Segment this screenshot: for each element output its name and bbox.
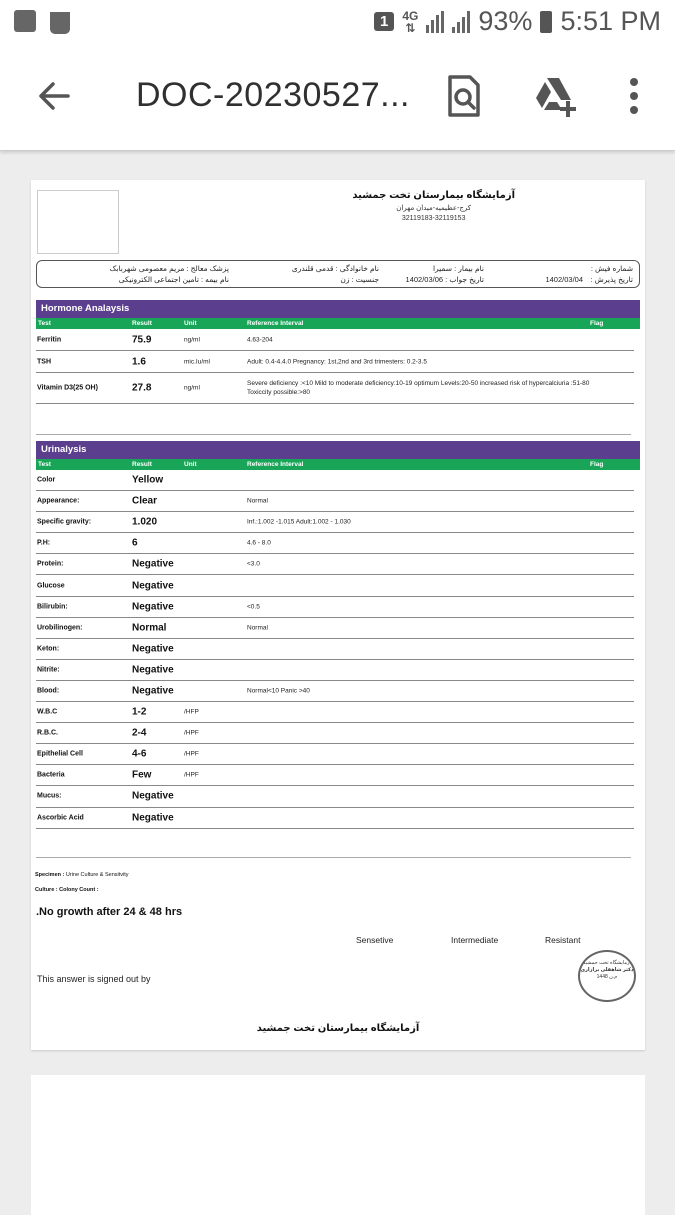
cell-test: Glucose [37, 582, 65, 590]
more-options-icon[interactable] [614, 74, 654, 118]
cell-ref: Normal [247, 497, 268, 505]
hormone-section [36, 300, 640, 404]
battery-charging-icon [540, 11, 552, 33]
cell-ref: Inf.:1.002 -1.015 Adult:1.002 - 1.030 [247, 518, 351, 526]
table-row [36, 491, 634, 512]
cell-result: 1-2 [132, 706, 147, 718]
cell-result: Negative [132, 580, 174, 592]
cell-ref: Normal [247, 624, 268, 632]
add-to-drive-icon[interactable] [534, 74, 578, 118]
cell-ref: Normal<10 Panic >40 [247, 687, 310, 695]
search-document-icon[interactable] [444, 74, 484, 118]
signed-text: This answer is signed out by [37, 974, 151, 984]
logo-placeholder [37, 190, 119, 254]
cell-ref: 4.6 - 8.0 [247, 539, 271, 547]
intermediate-label: Intermediate [451, 935, 499, 945]
battery-percent: 93% [478, 6, 533, 36]
network-type: 4G ⇅ [402, 8, 419, 35]
lab-address: کرج-عظیمیه-میدان مهران [396, 205, 472, 212]
signal-icon [426, 11, 444, 33]
table-row [36, 723, 634, 744]
admit-date-label: تاریخ پذیرش : [590, 275, 633, 284]
table-row: TSH 1.6 mic.Iu/ml Adult: 0.4-4.4.0 Pregnancy: 1st,2nd and 3rd trimesters: 0.2-3.5 [36, 351, 634, 373]
cell-test: Epithelial Cell [37, 750, 83, 758]
sensetive-label: Sensetive [356, 935, 394, 945]
patient-name: نام بیمار : سمیرا [432, 264, 484, 273]
culture-result: .No growth after 24 & 48 hrs [36, 906, 183, 918]
cell-test: Specific gravity: [37, 518, 92, 526]
cell-unit: /HPF [184, 750, 199, 758]
sim-badge: 1 [374, 12, 394, 31]
table-row [36, 681, 634, 702]
cell-test: Color [37, 476, 56, 484]
cell-result: Negative [132, 790, 174, 802]
table-row [36, 533, 634, 554]
table-row [36, 702, 634, 723]
table-row [36, 786, 634, 807]
cell-result: Negative [132, 558, 174, 570]
table-row [36, 744, 634, 765]
cell-ref: <3.0 [247, 560, 260, 568]
status-bar [0, 0, 675, 44]
cell-test: Bilirubin: [37, 603, 68, 611]
cell-result: 6 [132, 537, 138, 549]
lab-header [352, 190, 515, 222]
cell-result: Negative [132, 601, 174, 613]
cell-result: Negative [132, 643, 174, 655]
table-row [36, 639, 634, 660]
cell-result: Few [132, 769, 152, 781]
lab-name: آزمایشگاه بیمارستان تخت جمشید [352, 190, 515, 201]
table-row [36, 575, 634, 596]
footer-lab-name: آزمایشگاه بیمارستان تخت جمشید [256, 1023, 420, 1034]
cell-test: Ascorbic Acid [37, 814, 84, 822]
gallery-notification-icon [14, 10, 36, 32]
table-row [36, 808, 634, 829]
cell-result: 2-4 [132, 727, 147, 739]
table-row: Vitamin D3(25 OH) 27.8 ng/ml Severe deficiency :<10 Mild to moderate deficiency:10-19 optimum Levels:20-50 increased risk of hypercalciuria :51-80 Toxiccity possible:>80 [36, 373, 634, 404]
family-name: نام خانوادگی : قدمی قلندری [291, 264, 379, 273]
specimen-line: Specimen : Urine Culture & Sensitvity [35, 872, 129, 878]
section-title: Urinalysis [36, 441, 640, 459]
cell-test: P.H: [37, 539, 51, 547]
document-title: DOC-20230527... [136, 76, 410, 114]
cell-result: Normal [132, 622, 167, 634]
table-row [36, 618, 634, 639]
back-arrow-icon[interactable] [34, 76, 74, 116]
cell-result: Negative [132, 685, 174, 697]
table-row [36, 660, 634, 681]
cell-result: 1.020 [132, 516, 158, 528]
colony-count-line: Culture : Colony Count : [35, 887, 99, 893]
next-document-page[interactable] [31, 1075, 645, 1215]
table-row [36, 554, 634, 575]
cell-test: Appearance: [37, 497, 80, 505]
cell-test: R.B.C. [37, 729, 58, 737]
urinalysis-section [36, 441, 640, 829]
cell-ref: <0.5 [247, 603, 260, 611]
insurance: نام بیمه : تامین اجتماعی الکترونیکی [118, 275, 229, 284]
shopping-bag-notification-icon [50, 12, 70, 34]
table-row: Ferritin 75.9 ng/ml 4.63-204 [36, 329, 634, 351]
table-row [36, 512, 634, 533]
admit-date: 1402/03/04 [545, 275, 583, 284]
receipt-no: شماره فیش : [590, 264, 633, 273]
cell-unit: /HPF [184, 771, 199, 779]
cell-test: Bacteria [37, 771, 65, 779]
cell-result: Clear [132, 495, 158, 507]
table-row [36, 470, 634, 491]
signal-2-icon [452, 11, 470, 33]
cell-unit: /HPF [184, 729, 199, 737]
doctor-stamp: آزمایشگاه تخت جمشید دکتر شاهقلی برازاری م.ن 1448 [578, 950, 636, 1002]
gender: جنسیت : زن [340, 275, 379, 284]
cell-result: 4-6 [132, 748, 147, 760]
patient-info-box [36, 260, 640, 288]
cell-test: Urobilinogen: [37, 624, 83, 632]
table-row [36, 597, 634, 618]
lab-phone: 32119183-32119153 [401, 215, 466, 222]
doctor-name: پزشک معالج : مریم معصومی شهربابک [109, 264, 229, 273]
answer-date: تاریخ جواب : 1402/03/06 [405, 275, 484, 284]
cell-test: Protein: [37, 560, 64, 568]
cell-result: Negative [132, 812, 174, 824]
clock: 5:51 PM [560, 6, 661, 36]
cell-test: W.B.C [37, 708, 58, 716]
divider [36, 857, 631, 858]
resistant-label: Resistant [545, 935, 581, 945]
cell-result: Yellow [132, 474, 164, 486]
column-header: Test Result Unit Reference Interval Flag [36, 459, 640, 470]
cell-test: Keton: [37, 645, 60, 653]
cell-test: Mucus: [37, 792, 62, 800]
cell-result: Negative [132, 664, 174, 676]
app-bar [0, 44, 675, 151]
document-page[interactable] [31, 180, 645, 1050]
cell-unit: /HFP [184, 708, 199, 716]
table-row [36, 765, 634, 786]
cell-test: Nitrite: [37, 666, 60, 674]
section-title: Hormone Analaysis [36, 300, 640, 318]
cell-test: Blood: [37, 687, 60, 695]
divider [36, 434, 631, 435]
column-header: Test Result Unit Reference Interval Flag [36, 318, 640, 329]
